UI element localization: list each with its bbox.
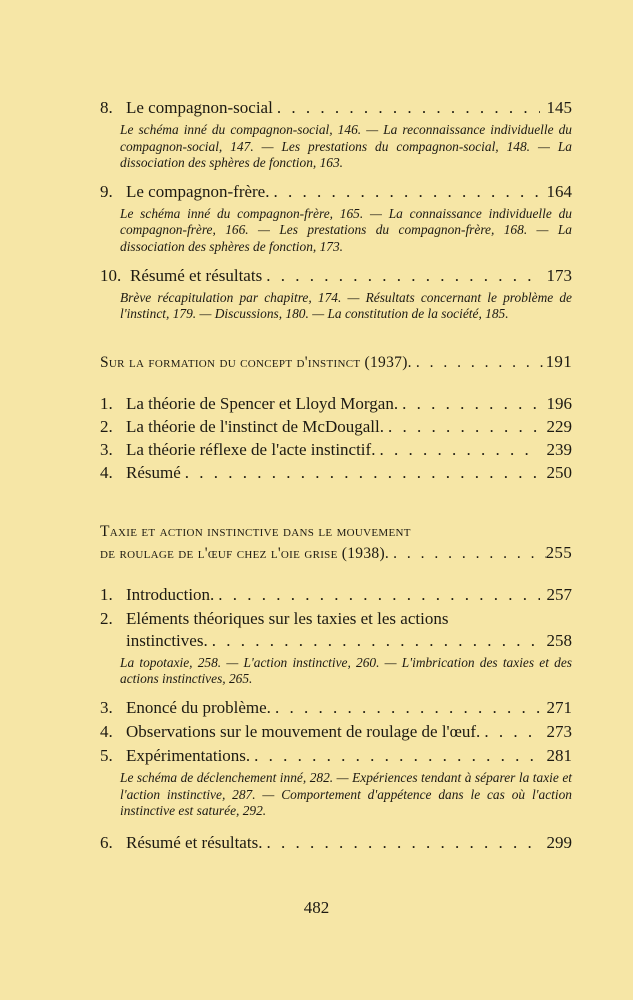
entry-number: 6.	[100, 832, 113, 852]
entry-title: Introduction.	[126, 584, 215, 604]
leader-dots	[375, 439, 540, 461]
entry-page: 229	[546, 416, 572, 436]
entry-number: 4.	[100, 462, 113, 482]
entry-subtopics: Le schéma de déclenchement inné, 282. — Expériences tendant à séparer la taxie et l'action instinctive, 287. — Comportement d'appétence dans le cas où l'action instinctive est saturée, 292.	[120, 769, 572, 819]
entry-subtopics: Le schéma inné du compagnon-social, 146. — La reconnaissance individuelle du compagnon-social, 147. — Les prestations du compagnon-social, 148. — La dissociation des sphères de fonction, 163.	[120, 122, 572, 171]
entry-page: 239	[546, 439, 572, 459]
entry-number: 3.	[100, 697, 113, 717]
section-title-row	[100, 542, 572, 564]
entry-title-line2: instinctives.	[126, 630, 208, 650]
entry-page: 164	[546, 181, 572, 201]
toc-entry	[100, 462, 572, 484]
entry-title: Observations sur le mouvement de roulage de l'œuf.	[126, 721, 481, 741]
entry-title: La théorie de Spencer et Lloyd Morgan.	[126, 393, 399, 413]
toc-entry	[100, 697, 572, 719]
entry-number: 10.	[100, 265, 122, 285]
entry-subtopics: Brève récapitulation par chapitre, 174. — Résultats concernant le problème de l'instinct, 179. — Discussions, 180. — La constitution de la société, 185.	[120, 289, 572, 322]
leader-dots	[384, 416, 540, 438]
section-items	[100, 393, 572, 484]
leader-dots	[181, 462, 540, 484]
table-of-contents	[100, 93, 572, 854]
toc-entry	[100, 832, 572, 854]
entry-title: La théorie réflexe de l'acte instinctif.	[126, 439, 376, 459]
entry-number: 2.	[100, 416, 113, 436]
leader-dots	[271, 697, 540, 719]
entry-number: 1.	[100, 393, 113, 413]
section-title: Sur la formation du concept d'instinct (1937).	[100, 353, 412, 371]
entry-title: La théorie de l'instinct de McDougall.	[126, 416, 384, 436]
leader-dots	[262, 265, 540, 287]
entry-number: 9.	[100, 181, 113, 201]
page-number: 482	[303, 898, 330, 917]
entry-title: Enoncé du problème.	[126, 697, 271, 717]
entry-page: 299	[546, 832, 572, 852]
entry-title: Résumé et résultats.	[126, 832, 263, 852]
toc-entry	[100, 439, 572, 461]
toc-entry-continued	[100, 630, 572, 652]
entry-number: 1.	[100, 584, 113, 604]
entry-title: Le compagnon-frère.	[126, 181, 270, 201]
leader-dots	[214, 584, 540, 606]
leader-dots	[262, 832, 540, 854]
toc-entry	[100, 97, 572, 119]
leader-dots	[273, 97, 540, 119]
toc-entry	[100, 416, 572, 438]
entry-page: 271	[546, 697, 572, 717]
entry-page: 257	[546, 584, 572, 604]
section-heading	[100, 521, 572, 564]
entry-number: 4.	[100, 721, 113, 741]
leader-dots	[398, 393, 540, 415]
leader-dots	[250, 745, 540, 767]
toc-entry	[100, 745, 572, 767]
entry-subtopics: La topotaxie, 258. — L'action instinctive, 260. — L'imbrication des taxies et des actions instinctives, 265.	[120, 654, 572, 687]
leader-dots	[480, 721, 540, 743]
toc-entry	[100, 584, 572, 606]
entry-subtopics: Le schéma inné du compagnon-frère, 165. — La connaissance individuelle du compagnon-frère, 166. — Les prestations du compagnon-frère, 168. — La dissociation des sphères de fonction, 173.	[120, 205, 572, 254]
entry-title-line1: Eléments théoriques sur les taxies et les actions	[126, 608, 449, 628]
section-title-line1: Taxie et action instinctive dans le mouvement	[100, 522, 411, 540]
entry-number: 5.	[100, 745, 113, 765]
entry-number: 3.	[100, 439, 113, 459]
entry-page: 145	[546, 98, 572, 117]
entry-title: Résumé et résultats	[130, 265, 263, 285]
entry-page: 173	[546, 265, 572, 285]
entry-page: 281	[546, 745, 572, 765]
entry-page: 258	[546, 630, 572, 650]
section-page: 255	[545, 542, 572, 562]
leader-dots	[269, 181, 540, 203]
toc-entry	[100, 721, 572, 743]
leader-dots	[389, 543, 546, 564]
toc-entry	[100, 181, 572, 203]
toc-entry	[100, 393, 572, 415]
entry-title: Le compagnon-social	[126, 98, 273, 117]
entry-number: 2.	[100, 608, 113, 628]
entry-title: Expérimentations.	[126, 745, 251, 765]
entry-title: Résumé	[126, 462, 181, 482]
leader-dots	[208, 630, 540, 652]
entry-page: 273	[546, 721, 572, 741]
section-page: 191	[545, 351, 572, 371]
section-items	[100, 584, 572, 854]
section-heading	[100, 351, 572, 373]
entry-page: 196	[546, 393, 572, 413]
entry-number: 8.	[100, 98, 113, 117]
entry-page: 250	[546, 462, 572, 482]
toc-entry	[100, 608, 572, 630]
section-title-line2: de roulage de l'œuf chez l'oie grise (1938).	[100, 544, 390, 562]
leader-dots	[412, 352, 546, 373]
toc-entry	[100, 265, 572, 287]
